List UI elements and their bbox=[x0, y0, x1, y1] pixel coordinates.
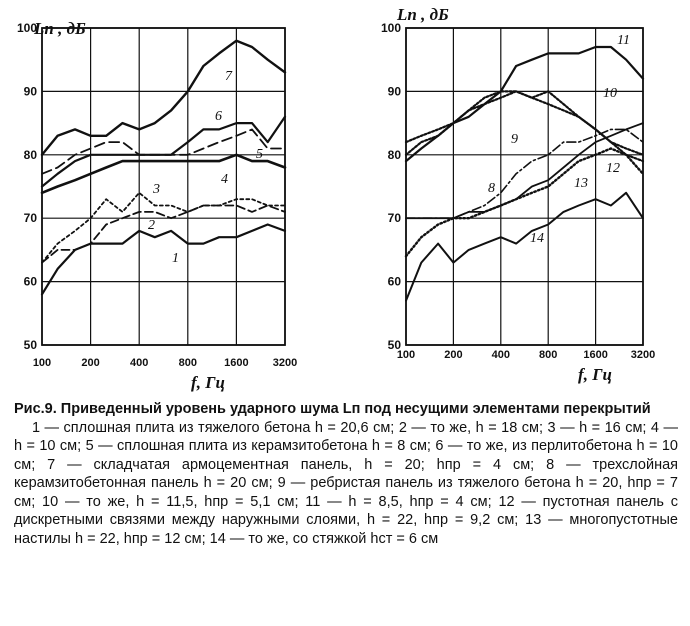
y-tick-label: 90 bbox=[23, 84, 37, 99]
series-line-5 bbox=[42, 129, 285, 173]
x-tick-label: 800 bbox=[178, 357, 197, 369]
series-line-3 bbox=[42, 193, 285, 263]
figure-caption bbox=[14, 400, 678, 548]
y-tick-label: 100 bbox=[380, 21, 401, 35]
series-line-1 bbox=[42, 225, 285, 295]
series-label-4: 4 bbox=[221, 172, 228, 187]
chart-panel-2 bbox=[381, 5, 655, 384]
x-axis-title: f, Гц bbox=[578, 365, 612, 384]
plot-frame bbox=[406, 28, 643, 345]
y-tick-label: 50 bbox=[23, 338, 37, 352]
series-line-14 bbox=[406, 193, 643, 301]
series-label-13: 13 bbox=[574, 176, 588, 191]
x-axis-title: f, Гц bbox=[191, 373, 225, 392]
series-line-6 bbox=[42, 117, 285, 187]
series-label-8: 8 bbox=[488, 181, 495, 196]
series-label-6: 6 bbox=[215, 109, 222, 124]
y-tick-label: 100 bbox=[16, 21, 37, 35]
x-tick-label: 100 bbox=[32, 357, 52, 369]
x-tick-label: 1600 bbox=[583, 349, 608, 361]
y-tick-label: 60 bbox=[23, 274, 37, 289]
series-label-2: 2 bbox=[148, 218, 155, 233]
series-line-11 bbox=[406, 47, 643, 161]
y-tick-label: 70 bbox=[23, 211, 37, 226]
x-tick-label: 800 bbox=[539, 349, 558, 361]
x-tick-label: 100 bbox=[396, 349, 416, 361]
series-label-1: 1 bbox=[172, 251, 179, 266]
plot-frame bbox=[42, 28, 285, 345]
y-tick-label: 90 bbox=[387, 84, 401, 99]
y-axis-title: Lп , дБ bbox=[397, 5, 449, 24]
series-label-3: 3 bbox=[153, 182, 160, 197]
y-tick-label: 50 bbox=[387, 338, 401, 352]
y-tick-label: 70 bbox=[387, 211, 401, 226]
chart-panel-1 bbox=[17, 19, 297, 392]
series-label-11: 11 bbox=[617, 33, 630, 48]
series-label-10: 10 bbox=[603, 86, 617, 101]
x-tick-label: 3200 bbox=[630, 349, 656, 361]
x-tick-label: 200 bbox=[444, 349, 463, 361]
y-tick-label: 80 bbox=[23, 147, 37, 162]
caption-title: Рис.9. Приведенный уровень ударного шума Lп под несущими элементами перекрытий bbox=[14, 401, 651, 417]
x-tick-label: 1600 bbox=[224, 357, 249, 369]
series-label-9: 9 bbox=[511, 132, 518, 147]
series-label-14: 14 bbox=[530, 231, 544, 246]
x-tick-label: 400 bbox=[130, 357, 149, 369]
y-tick-label: 60 bbox=[387, 274, 401, 289]
x-tick-label: 3200 bbox=[272, 357, 298, 369]
y-tick-label: 80 bbox=[387, 147, 401, 162]
series-label-5: 5 bbox=[256, 147, 263, 162]
x-tick-label: 200 bbox=[81, 357, 100, 369]
series-label-12: 12 bbox=[606, 161, 620, 176]
caption-legend: 1 — сплошная плита из тяжелого бетона h = 20,6 см; 2 — то же, h = 18 см; 3 — h = 16 см; 4 — h = 10 см; 5 — сплошная плита из керамзитобетона h = 8 см; 6 — то же, из перлитобетона h = 10 см; 7 — складчатая армоцементная панель, h = 20; hпр = 4 см; 8 — трехслойная керамзитобетонная панель h = 20 см; 9 — ребристая панель из тяжелого бетона h = 20, hпр = 7 см; 10 — то же, h = 11,5, hпр = 5,1 см; 11 — h = 8,5, hпр = 4 см; 12 — пустотная панель с дискретными связями между наружными слоями, h = 22, hпр = 9,2 см; 13 — многопустотные настилы h = 22, hпр = 12 см; 14 — то же, со стяжкой hст = 6 см bbox=[14, 419, 678, 547]
y-axis-title: Lп , дБ bbox=[34, 19, 86, 38]
x-tick-label: 400 bbox=[491, 349, 510, 361]
series-label-7: 7 bbox=[225, 69, 232, 84]
series-line-7 bbox=[42, 41, 285, 155]
